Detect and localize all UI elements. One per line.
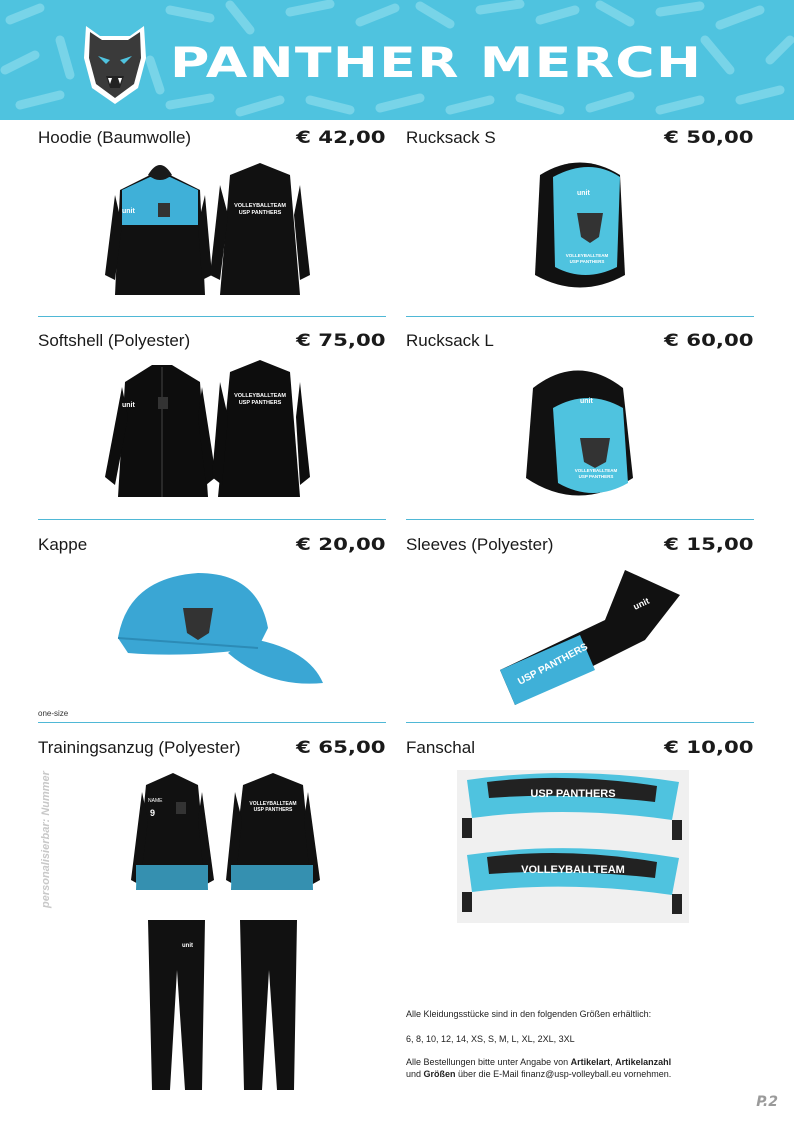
sleeves-label: USP PANTHERS (516, 641, 590, 688)
product-price: € 60,00 (664, 331, 754, 351)
svg-text:VOLLEYBALLTEAM: VOLLEYBALLTEAM (234, 203, 286, 209)
product-fanschal (406, 738, 754, 760)
divider (38, 519, 386, 520)
panther-badge-icon (158, 203, 170, 217)
sleeves-image (495, 565, 690, 710)
product-name: Softshell (Polyester) (38, 331, 191, 350)
svg-text:VOLLEYBALLTEAM: VOLLEYBALLTEAM (565, 253, 609, 258)
product-name: Kappe (38, 535, 88, 554)
product-price: € 50,00 (664, 128, 754, 148)
product-sleeves (406, 535, 754, 557)
page-title: PANTHER MERCH (170, 38, 703, 87)
rucksack-l-image (518, 358, 643, 508)
rucksack-s-image (525, 155, 635, 305)
softshell-front-print: unit (122, 402, 135, 409)
divider (38, 722, 386, 723)
product-rucksack-s (406, 128, 754, 150)
product-price: € 15,00 (664, 535, 754, 555)
panther-badge-icon (176, 802, 186, 814)
order-instructions (406, 1056, 756, 1080)
product-price: € 75,00 (296, 331, 386, 351)
product-kappe (38, 535, 386, 557)
rucksack-s-print: unit (577, 190, 590, 197)
product-name: Rucksack L (406, 331, 494, 350)
sleeves-print: unit (631, 595, 651, 612)
scarf-text-2: VOLLEYBALLTEAM (521, 864, 625, 876)
order-text: und (406, 1069, 424, 1079)
product-name: Fanschal (406, 738, 475, 757)
svg-text:USP PANTHERS: USP PANTHERS (238, 400, 282, 406)
order-text: über die E-Mail finanz@usp-volleyball.eu vornehmen. (455, 1069, 672, 1079)
divider (38, 316, 386, 317)
fanschal-image (457, 770, 689, 923)
hoodie-image (100, 155, 320, 305)
svg-text:VOLLEYBALLTEAM: VOLLEYBALLTEAM (234, 393, 286, 399)
order-text: Alle Bestellungen bitte unter Angabe von (406, 1057, 571, 1067)
svg-text:USP PANTHERS: USP PANTHERS (569, 259, 605, 264)
order-bold-groessen: Größen (423, 1069, 456, 1079)
trainingshose-image (140, 915, 320, 1095)
trainingsjacke-image (128, 770, 323, 900)
personalization-text: personalisierbar: Nummer (40, 771, 52, 908)
order-bold-artikelanzahl: Artikelanzahl (615, 1057, 672, 1067)
size-note: one-size (38, 709, 69, 718)
product-softshell (38, 331, 386, 353)
rucksack-l-print: unit (580, 398, 593, 405)
product-price: € 10,00 (664, 738, 754, 758)
product-trainingsanzug (38, 738, 386, 760)
svg-text:VOLLEYBALLTEAM: VOLLEYBALLTEAM (574, 468, 618, 473)
order-bold-artikelart: Artikelart (570, 1057, 611, 1067)
jacket-number-print: 9 (150, 808, 156, 818)
svg-text:VOLLEYBALLTEAM: VOLLEYBALLTEAM (249, 801, 297, 807)
personalization-note (38, 771, 78, 910)
softshell-image (100, 357, 325, 507)
product-name: Hoodie (Baumwolle) (38, 128, 192, 147)
product-name: Sleeves (Polyester) (406, 535, 554, 554)
hoodie-front-print: unit (122, 208, 135, 215)
scarf-text-1: USP PANTHERS (530, 788, 616, 800)
product-name: Trainingsanzug (Polyester) (38, 738, 241, 757)
page-number: P.2 (756, 1094, 778, 1110)
divider (406, 722, 754, 723)
panther-logo-icon (76, 18, 154, 106)
product-rucksack-l (406, 331, 754, 353)
product-price: € 65,00 (296, 738, 386, 758)
product-price: € 42,00 (296, 128, 386, 148)
sizes-list: 6, 8, 10, 12, 14, XS, S, M, L, XL, 2XL, 3XL (406, 1034, 575, 1044)
panther-badge-icon (158, 397, 168, 409)
product-name: Rucksack S (406, 128, 496, 147)
pants-print: unit (182, 943, 193, 949)
jacket-name-print: NAME (148, 798, 163, 804)
kappe-image (108, 568, 328, 693)
divider (406, 519, 754, 520)
product-price: € 20,00 (296, 535, 386, 555)
sizes-intro: Alle Kleidungsstücke sind in den folgenden Größen erhältlich: (406, 1009, 652, 1019)
svg-text:USP PANTHERS: USP PANTHERS (253, 807, 293, 813)
svg-text:USP PANTHERS: USP PANTHERS (238, 210, 282, 216)
divider (406, 316, 754, 317)
order-text: , (610, 1057, 616, 1067)
svg-text:USP PANTHERS: USP PANTHERS (578, 474, 614, 479)
product-hoodie (38, 128, 386, 150)
header-banner (0, 0, 794, 120)
